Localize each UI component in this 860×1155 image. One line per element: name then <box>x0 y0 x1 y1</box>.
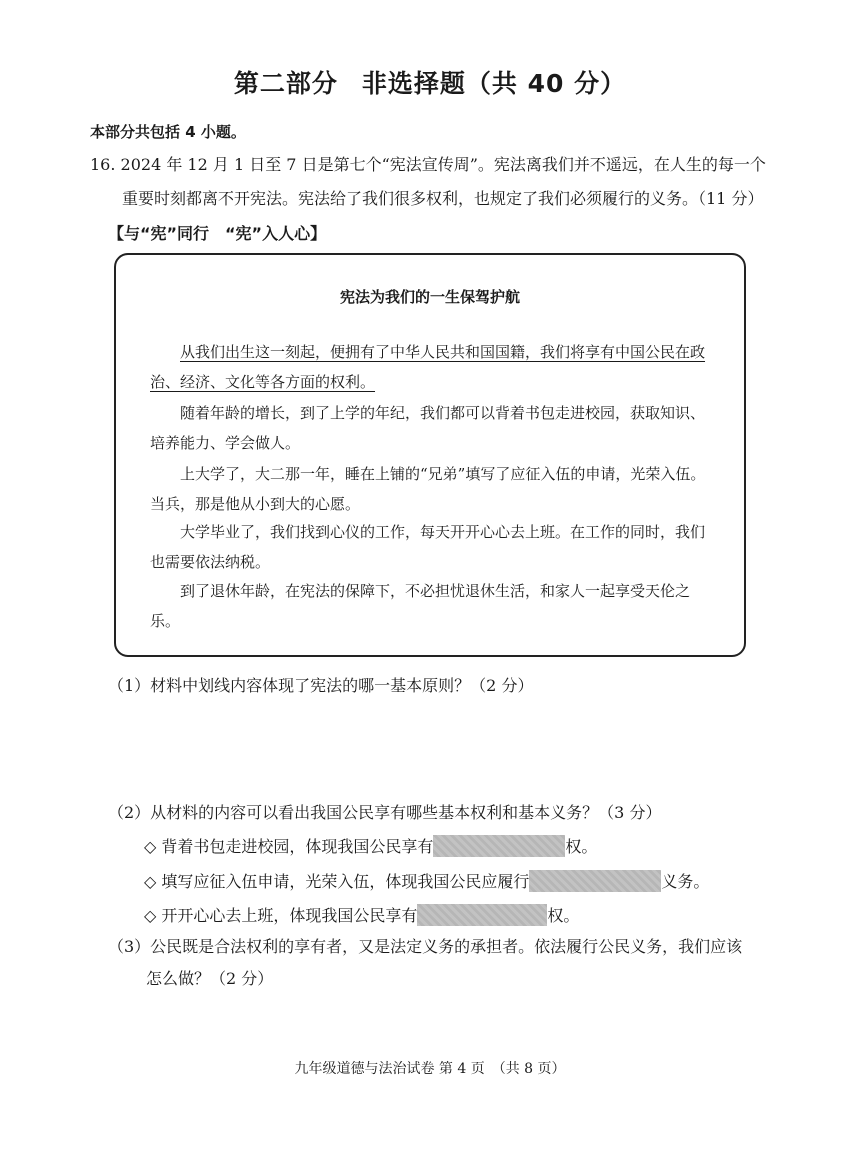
sub2-item-1-prefix: ◇ 背着书包走进校园，体现我国公民享有 <box>144 837 434 856</box>
answer-blank-1[interactable] <box>433 835 565 857</box>
answer-blank-2[interactable] <box>529 870 661 892</box>
sub2-item-3-suffix: 权。 <box>547 906 580 925</box>
sub-question-2: （2）从材料的内容可以看出我国公民享有哪些基本权利和基本义务？（3 分） <box>108 803 662 822</box>
sub-question-3-line2: 怎么做？（2 分） <box>146 969 274 988</box>
section-name: 非选择题（共 40 分） <box>361 69 627 98</box>
sub2-item-1-suffix: 权。 <box>565 837 598 856</box>
sub-question-3-line1: （3）公民既是合法权利的享有者，又是法定义务的承担者。依法履行公民义务，我们应该 <box>108 937 743 956</box>
intro-text: 本部分共包括 4 小题。 <box>90 123 246 141</box>
sub2-item-3-prefix: ◇ 开开心心去上班，体现我国公民享有 <box>144 906 418 925</box>
section-heading: 【与“宪”同行 “宪”入人心】 <box>108 224 327 243</box>
sub2-item-2 <box>144 869 709 892</box>
material-paragraph-2: 随着年龄的增长，到了上学的年纪，我们都可以背着书包走进校园，获取知识、培养能力、学会做人。 <box>150 404 706 452</box>
section-part: 第二部分 <box>233 69 338 98</box>
page-footer: 九年级道德与法治试卷 第 4 页 （共 8 页） <box>294 1061 566 1077</box>
sub2-item-3 <box>144 903 579 926</box>
material-paragraph-5: 到了退休年龄，在宪法的保障下，不必担忧退休生活，和家人一起享受天伦之乐。 <box>150 582 691 630</box>
sub2-item-2-suffix: 义务。 <box>661 872 710 891</box>
material-paragraph-4: 大学毕业了，我们找到心仪的工作，每天开开心心去上班。在工作的同时，我们也需要依法纳税。 <box>150 523 706 571</box>
material-paragraph-3: 上大学了，大二那一年，睡在上铺的“兄弟”填写了应征入伍的申请，光荣入伍。当兵，那是他从小到大的心愿。 <box>150 465 706 513</box>
sub-question-1: （1）材料中划线内容体现了宪法的哪一基本原则？（2 分） <box>108 676 534 695</box>
material-paragraph-1: 从我们出生这一刻起，便拥有了中华人民共和国国籍，我们将享有中国公民在政治、经济、文化等各方面的权利。 <box>150 343 706 391</box>
material-title: 宪法为我们的一生保驾护航 <box>339 288 520 306</box>
question-16-stem-line2: 重要时刻都离不开宪法。宪法给了我们很多权利，也规定了我们必须履行的义务。（11 分） <box>122 189 764 208</box>
question-16-stem-line1: 16. 2024 年 12 月 1 日至 7 日是第七个“宪法宣传周”。宪法离我们并不遥远，在人生的每一个 <box>90 155 766 174</box>
sub2-item-1 <box>144 834 597 857</box>
sub2-item-2-prefix: ◇ 填写应征入伍申请，光荣入伍，体现我国公民应履行 <box>144 872 530 891</box>
answer-blank-3[interactable] <box>417 904 547 926</box>
section-title <box>0 64 860 100</box>
